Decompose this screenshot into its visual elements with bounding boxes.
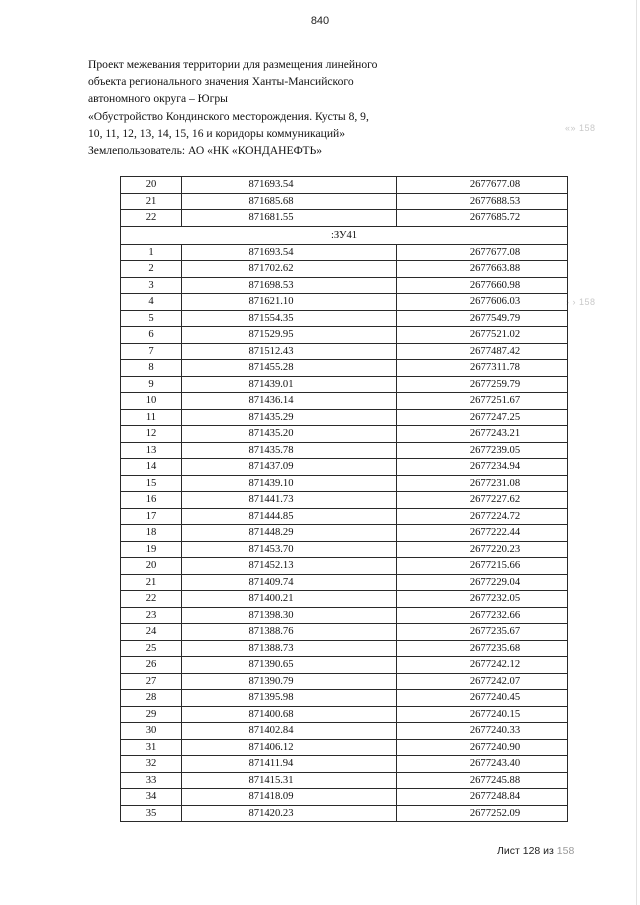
- x-coordinate-cell: 871411.94: [182, 756, 397, 773]
- table-row: [121, 426, 568, 443]
- point-number-cell: 12: [121, 426, 182, 443]
- y-coordinate-cell: 2677245.88: [397, 772, 568, 789]
- table-row: [121, 193, 568, 210]
- table-row: [121, 492, 568, 509]
- sheet-counter: [497, 845, 574, 857]
- point-number-cell: 31: [121, 739, 182, 756]
- y-coordinate-cell: 2677224.72: [397, 508, 568, 525]
- x-coordinate-cell: 871388.76: [182, 624, 397, 641]
- x-coordinate-cell: 871693.54: [182, 177, 397, 194]
- table-row: [121, 574, 568, 591]
- table-row: [121, 541, 568, 558]
- point-number-cell: 6: [121, 327, 182, 344]
- x-coordinate-cell: 871448.29: [182, 525, 397, 542]
- point-number-cell: 34: [121, 789, 182, 806]
- table-row: [121, 244, 568, 261]
- x-coordinate-cell: 871444.85: [182, 508, 397, 525]
- point-number-cell: 2: [121, 261, 182, 278]
- table-row: [121, 442, 568, 459]
- x-coordinate-cell: 871395.98: [182, 690, 397, 707]
- y-coordinate-cell: 2677240.33: [397, 723, 568, 740]
- table-row: [121, 805, 568, 822]
- y-coordinate-cell: 2677677.08: [397, 177, 568, 194]
- y-coordinate-cell: 2677227.62: [397, 492, 568, 509]
- y-coordinate-cell: 2677215.66: [397, 558, 568, 575]
- y-coordinate-cell: 2677240.45: [397, 690, 568, 707]
- y-coordinate-cell: 2677660.98: [397, 277, 568, 294]
- table-row: [121, 261, 568, 278]
- table-row: [121, 706, 568, 723]
- point-number-cell: 3: [121, 277, 182, 294]
- y-coordinate-cell: 2677229.04: [397, 574, 568, 591]
- x-coordinate-cell: 871435.20: [182, 426, 397, 443]
- point-number-cell: 14: [121, 459, 182, 476]
- table-row: [121, 690, 568, 707]
- table-row: [121, 376, 568, 393]
- point-number-cell: 21: [121, 193, 182, 210]
- table-row: [121, 177, 568, 194]
- point-number-cell: 18: [121, 525, 182, 542]
- y-coordinate-cell: 2677247.25: [397, 409, 568, 426]
- y-coordinate-cell: 2677240.90: [397, 739, 568, 756]
- margin-mark: › › 158: [566, 297, 596, 307]
- table-row: [121, 310, 568, 327]
- x-coordinate-cell: 871554.35: [182, 310, 397, 327]
- x-coordinate-cell: 871685.68: [182, 193, 397, 210]
- point-number-cell: 13: [121, 442, 182, 459]
- point-number-cell: 9: [121, 376, 182, 393]
- x-coordinate-cell: 871453.70: [182, 541, 397, 558]
- x-coordinate-cell: 871439.10: [182, 475, 397, 492]
- point-number-cell: 19: [121, 541, 182, 558]
- y-coordinate-cell: 2677677.08: [397, 244, 568, 261]
- point-number-cell: 20: [121, 177, 182, 194]
- header-line: 10, 11, 12, 13, 14, 15, 16 и коридоры коммуникаций»: [88, 126, 346, 140]
- x-coordinate-cell: 871435.78: [182, 442, 397, 459]
- x-coordinate-cell: 871452.13: [182, 558, 397, 575]
- y-coordinate-cell: 2677311.78: [397, 360, 568, 377]
- y-coordinate-cell: 2677251.67: [397, 393, 568, 410]
- coordinates-table: [120, 176, 568, 822]
- x-coordinate-cell: 871415.31: [182, 772, 397, 789]
- point-number-cell: 21: [121, 574, 182, 591]
- y-coordinate-cell: 2677259.79: [397, 376, 568, 393]
- point-number-cell: 15: [121, 475, 182, 492]
- y-coordinate-cell: 2677235.67: [397, 624, 568, 641]
- y-coordinate-cell: 2677243.40: [397, 756, 568, 773]
- x-coordinate-cell: 871390.79: [182, 673, 397, 690]
- y-coordinate-cell: 2677232.66: [397, 607, 568, 624]
- scan-edge-line: [636, 0, 637, 905]
- table-row: [121, 294, 568, 311]
- y-coordinate-cell: 2677222.44: [397, 525, 568, 542]
- table-row: [121, 657, 568, 674]
- x-coordinate-cell: 871698.53: [182, 277, 397, 294]
- point-number-cell: 16: [121, 492, 182, 509]
- document-header: [88, 56, 418, 159]
- table-row: [121, 210, 568, 227]
- table-row: [121, 624, 568, 641]
- y-coordinate-cell: 2677220.23: [397, 541, 568, 558]
- y-coordinate-cell: 2677685.72: [397, 210, 568, 227]
- y-coordinate-cell: 2677234.94: [397, 459, 568, 476]
- header-line: объекта регионального значения Ханты-Мансийского: [88, 75, 354, 89]
- y-coordinate-cell: 2677240.15: [397, 706, 568, 723]
- header-line: «Обустройство Кондинского месторождения. Кусты 8, 9,: [88, 109, 369, 123]
- x-coordinate-cell: 871437.09: [182, 459, 397, 476]
- table-row: [121, 558, 568, 575]
- point-number-cell: 33: [121, 772, 182, 789]
- x-coordinate-cell: 871693.54: [182, 244, 397, 261]
- table-row: [121, 739, 568, 756]
- table-row: [121, 409, 568, 426]
- y-coordinate-cell: 2677487.42: [397, 343, 568, 360]
- table-row: [121, 789, 568, 806]
- x-coordinate-cell: 871681.55: [182, 210, 397, 227]
- table-row: [121, 459, 568, 476]
- point-number-cell: 35: [121, 805, 182, 822]
- point-number-cell: 5: [121, 310, 182, 327]
- point-number-cell: 8: [121, 360, 182, 377]
- table-row: [121, 772, 568, 789]
- x-coordinate-cell: 871409.74: [182, 574, 397, 591]
- x-coordinate-cell: 871398.30: [182, 607, 397, 624]
- y-coordinate-cell: 2677549.79: [397, 310, 568, 327]
- y-coordinate-cell: 2677239.05: [397, 442, 568, 459]
- y-coordinate-cell: 2677242.07: [397, 673, 568, 690]
- y-coordinate-cell: 2677688.53: [397, 193, 568, 210]
- table-row: [121, 607, 568, 624]
- x-coordinate-cell: 871388.73: [182, 640, 397, 657]
- y-coordinate-cell: 2677606.03: [397, 294, 568, 311]
- point-number-cell: 22: [121, 210, 182, 227]
- y-coordinate-cell: 2677232.05: [397, 591, 568, 608]
- x-coordinate-cell: 871621.10: [182, 294, 397, 311]
- sheet-label: Лист 128 из: [497, 845, 554, 857]
- x-coordinate-cell: 871406.12: [182, 739, 397, 756]
- x-coordinate-cell: 871702.62: [182, 261, 397, 278]
- x-coordinate-cell: 871512.43: [182, 343, 397, 360]
- page-number: 840: [310, 15, 330, 27]
- point-number-cell: 23: [121, 607, 182, 624]
- table-row: [121, 640, 568, 657]
- x-coordinate-cell: 871420.23: [182, 805, 397, 822]
- header-line: Проект межевания территории для размещения линейного: [88, 58, 378, 71]
- x-coordinate-cell: 871418.09: [182, 789, 397, 806]
- x-coordinate-cell: 871436.14: [182, 393, 397, 410]
- table-row: [121, 723, 568, 740]
- point-number-cell: 24: [121, 624, 182, 641]
- table-row: [121, 756, 568, 773]
- table-row: [121, 475, 568, 492]
- point-number-cell: 7: [121, 343, 182, 360]
- point-number-cell: 1: [121, 244, 182, 261]
- sheet-total: 158: [556, 845, 575, 857]
- point-number-cell: 30: [121, 723, 182, 740]
- y-coordinate-cell: 2677242.12: [397, 657, 568, 674]
- coordinates-table-body: [121, 177, 568, 822]
- point-number-cell: 32: [121, 756, 182, 773]
- point-number-cell: 25: [121, 640, 182, 657]
- y-coordinate-cell: 2677248.84: [397, 789, 568, 806]
- x-coordinate-cell: 871400.21: [182, 591, 397, 608]
- x-coordinate-cell: 871441.73: [182, 492, 397, 509]
- x-coordinate-cell: 871529.95: [182, 327, 397, 344]
- table-row: [121, 327, 568, 344]
- table-row: [121, 360, 568, 377]
- y-coordinate-cell: 2677231.08: [397, 475, 568, 492]
- y-coordinate-cell: 2677521.02: [397, 327, 568, 344]
- point-number-cell: 10: [121, 393, 182, 410]
- x-coordinate-cell: 871439.01: [182, 376, 397, 393]
- table-row: [121, 277, 568, 294]
- y-coordinate-cell: 2677663.88: [397, 261, 568, 278]
- table-row: [121, 591, 568, 608]
- x-coordinate-cell: 871390.65: [182, 657, 397, 674]
- header-line: автономного округа – Югры: [88, 92, 228, 106]
- section-row: [121, 226, 568, 244]
- point-number-cell: 11: [121, 409, 182, 426]
- table-row: [121, 508, 568, 525]
- point-number-cell: 17: [121, 508, 182, 525]
- point-number-cell: 28: [121, 690, 182, 707]
- x-coordinate-cell: 871402.84: [182, 723, 397, 740]
- table-row: [121, 393, 568, 410]
- table-row: [121, 525, 568, 542]
- point-number-cell: 26: [121, 657, 182, 674]
- x-coordinate-cell: 871455.28: [182, 360, 397, 377]
- x-coordinate-cell: 871435.29: [182, 409, 397, 426]
- header-line: Землепользователь: АО «НК «КОНДАНЕФТЬ»: [88, 144, 323, 158]
- point-number-cell: 20: [121, 558, 182, 575]
- y-coordinate-cell: 2677235.68: [397, 640, 568, 657]
- x-coordinate-cell: 871400.68: [182, 706, 397, 723]
- point-number-cell: 22: [121, 591, 182, 608]
- y-coordinate-cell: 2677243.21: [397, 426, 568, 443]
- point-number-cell: 29: [121, 706, 182, 723]
- y-coordinate-cell: 2677252.09: [397, 805, 568, 822]
- point-number-cell: 4: [121, 294, 182, 311]
- point-number-cell: 27: [121, 673, 182, 690]
- table-row: [121, 343, 568, 360]
- margin-mark: «» 158: [565, 123, 596, 133]
- section-label: :ЗУ41: [121, 226, 568, 244]
- table-row: [121, 673, 568, 690]
